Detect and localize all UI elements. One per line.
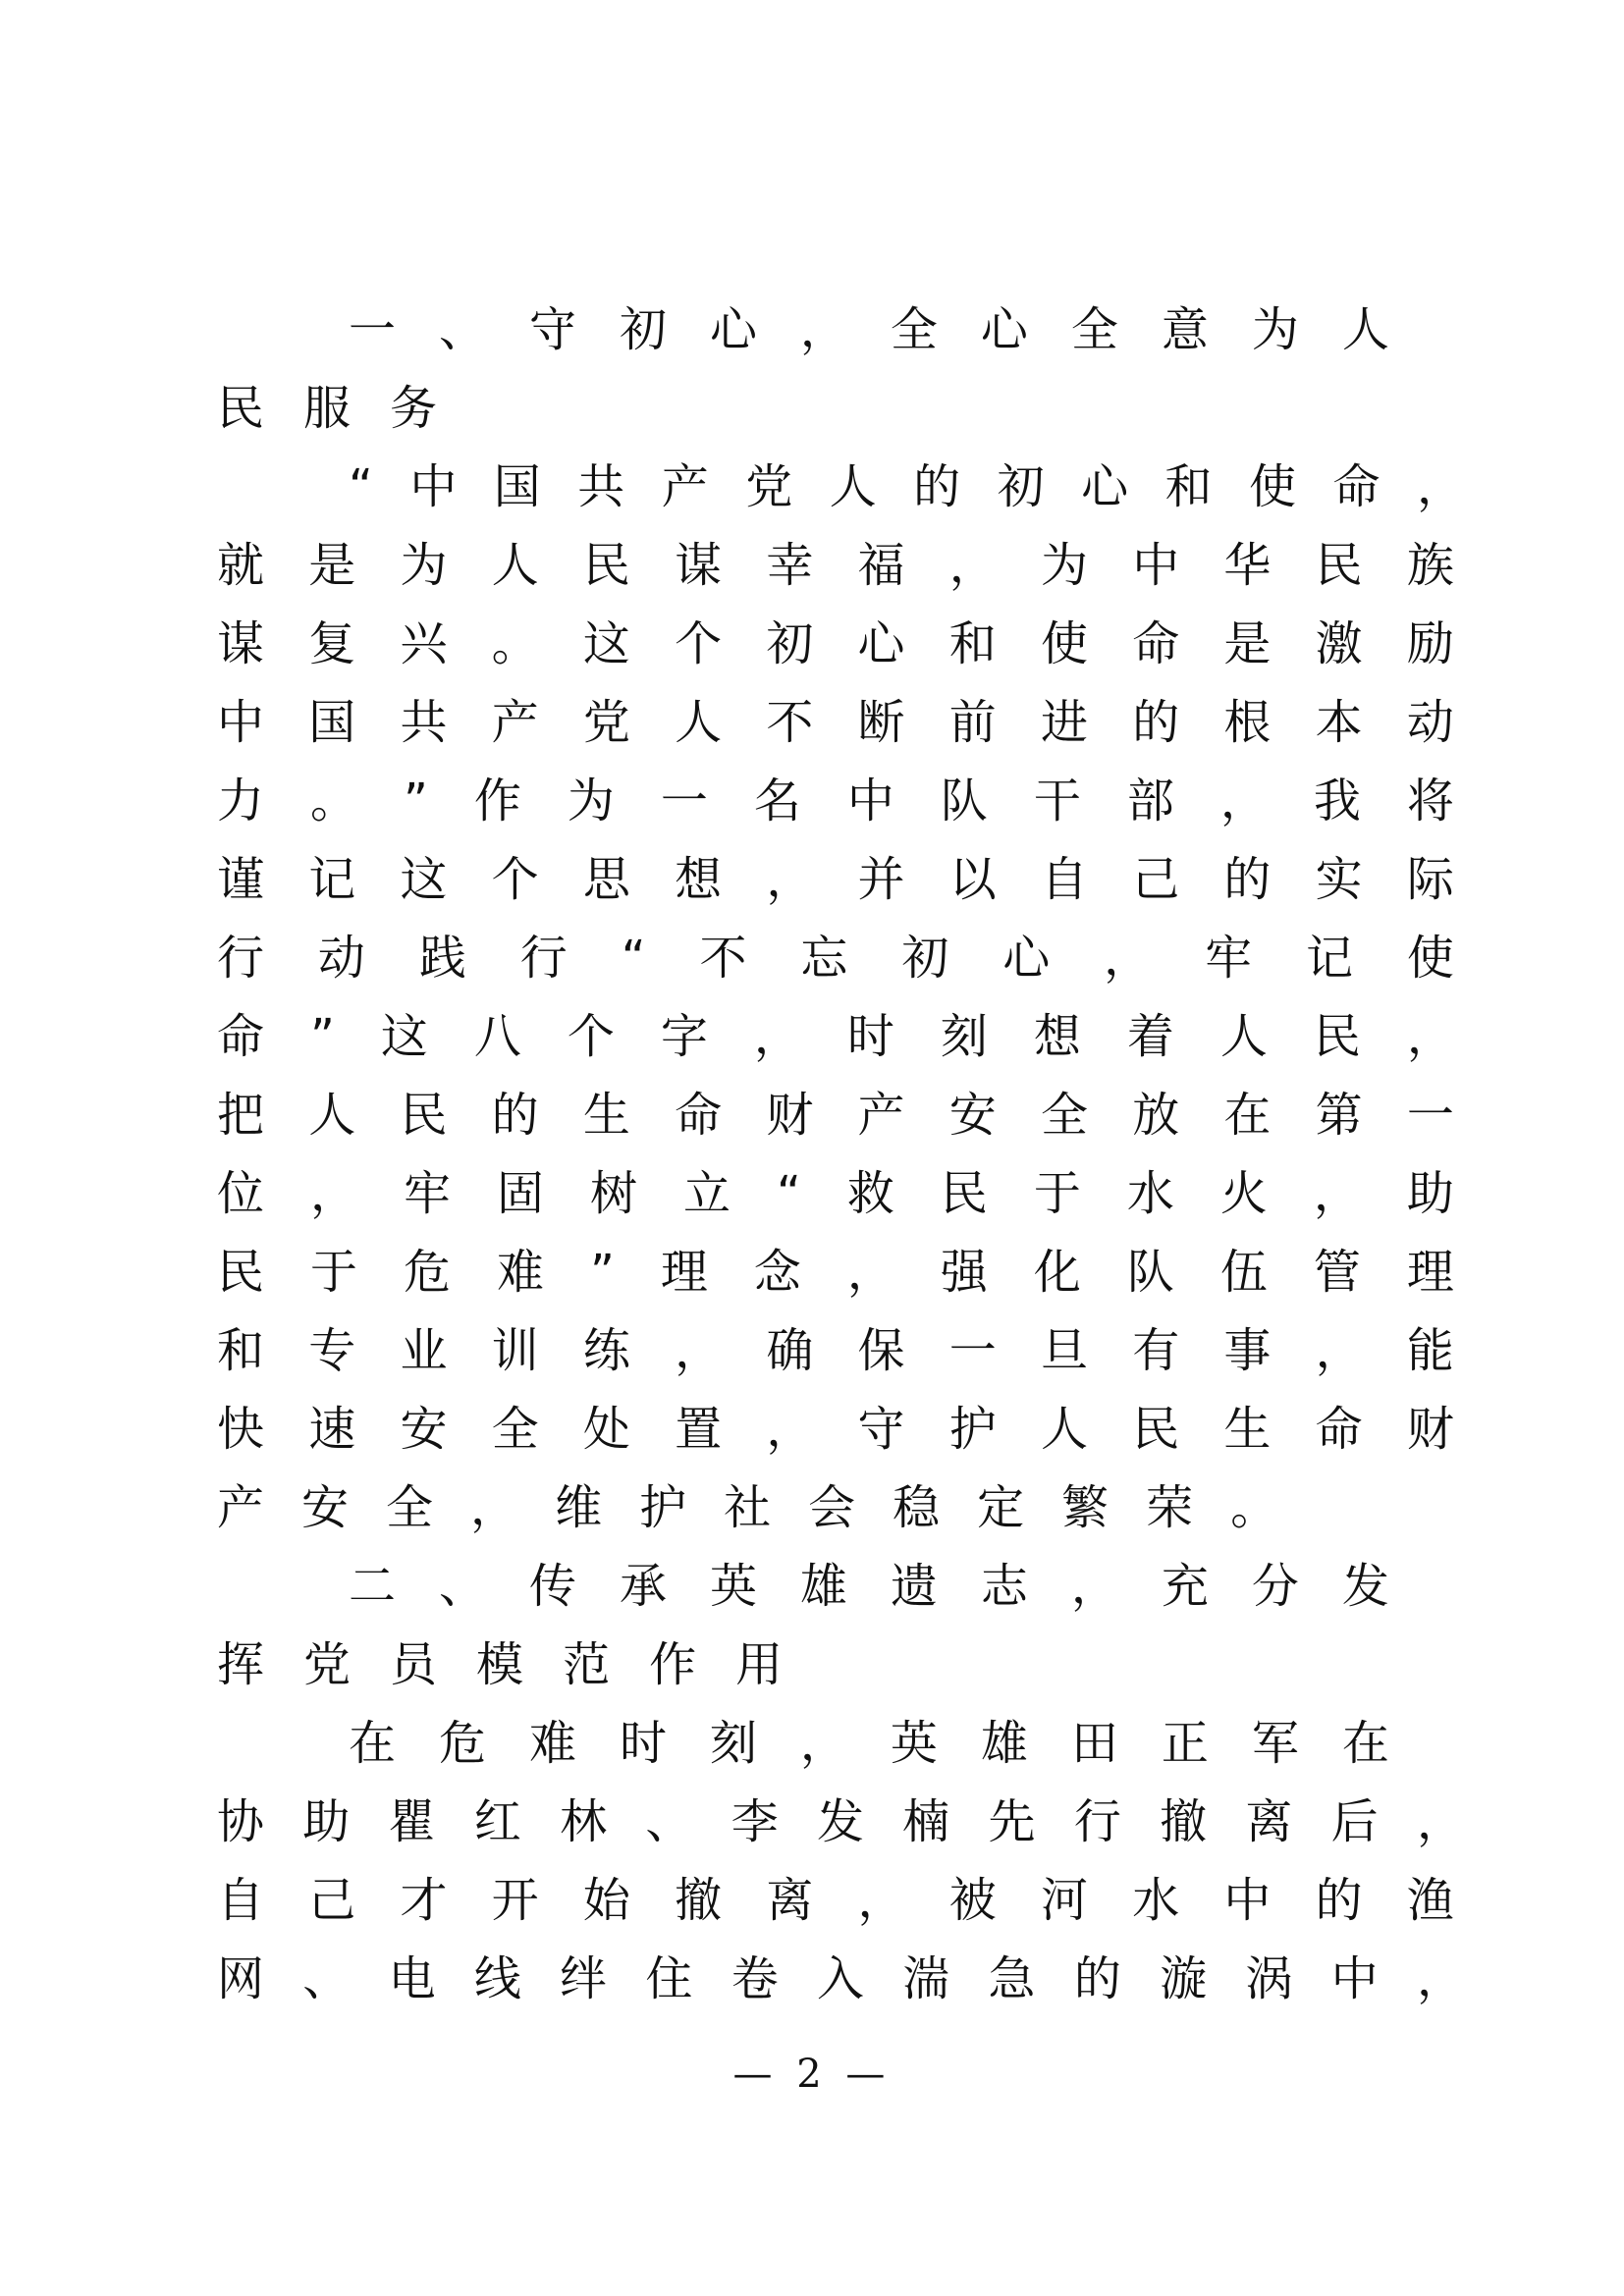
paragraph-line: 和 专 业 训 练 ， 确 保 一 旦 有 事 ， 能 [217, 1323, 1454, 1378]
paragraph-line: 力 。 ” 作 为 一 名 中 队 干 部 ， 我 将 [217, 774, 1454, 828]
paragraph-line: 民 于 危 难 ” 理 念 ， 强 化 队 伍 管 理 [217, 1245, 1454, 1300]
paragraph-line: 网 、 电 线 绊 住 卷 入 湍 急 的 漩 涡 中 ， [217, 1951, 1464, 2006]
paragraph-line: 谋 复 兴 。 这 个 初 心 和 使 命 是 激 励 [217, 616, 1454, 671]
paragraph-line: 谨 记 这 个 思 想 ， 并 以 自 己 的 实 际 [217, 852, 1454, 907]
paragraph-line: 产 安 全 ， 维 护 社 会 稳 定 繁 荣 。 [217, 1480, 1278, 1535]
paragraph-line: 命 ” 这 八 个 字 ， 时 刻 想 着 人 民 ， [217, 1009, 1454, 1064]
paragraph-line: 位 ， 牢 固 树 立 “ 救 民 于 水 火 ， 助 [217, 1166, 1454, 1221]
heading-line-1: 一 、 守 初 心 ， 全 心 全 意 为 人 [349, 302, 1389, 357]
paragraph-line: 快 速 安 全 处 置 ， 守 护 人 民 生 命 财 [217, 1402, 1454, 1457]
paragraph-line: “ 中 国 共 产 党 人 的 初 心 和 使 命 ， [349, 459, 1464, 514]
paragraph-line: 中 国 共 产 党 人 不 断 前 进 的 根 本 动 [217, 695, 1454, 750]
paragraph-line: 行 动 践 行 “ 不 忘 初 心 ， 牢 记 使 [217, 931, 1454, 986]
heading-line-1: 二 、 传 承 英 雄 遗 志 ， 充 分 发 [349, 1559, 1389, 1614]
heading-line-2: 民 服 务 [217, 381, 438, 436]
paragraph-line: 把 人 民 的 生 命 财 产 安 全 放 在 第 一 [217, 1088, 1454, 1143]
paragraph-line: 就 是 为 人 民 谋 幸 福 ， 为 中 华 民 族 [217, 538, 1454, 593]
heading-line-2: 挥 党 员 模 范 作 用 [217, 1637, 784, 1692]
paragraph-line: 在 危 难 时 刻 ， 英 雄 田 正 军 在 [349, 1716, 1389, 1771]
paragraph-line: 自 己 才 开 始 撤 离 ， 被 河 水 中 的 渔 [217, 1873, 1454, 1928]
paragraph-line: 协 助 瞿 红 林 、 李 发 楠 先 行 撤 离 后 ， [217, 1794, 1464, 1849]
page-number: — 2 — [732, 2052, 892, 2097]
